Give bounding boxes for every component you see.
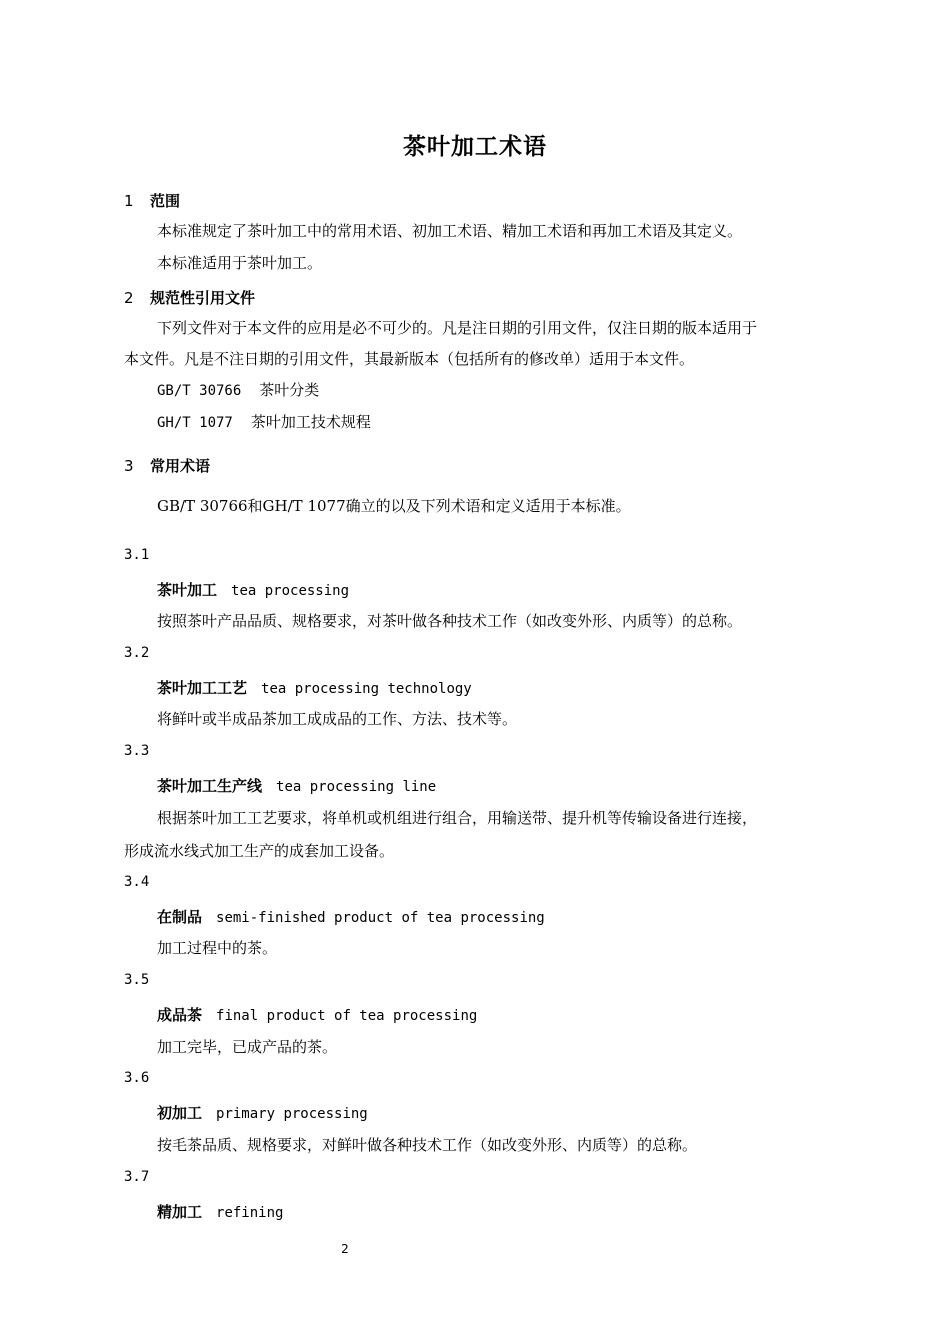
term-chinese: 成品茶	[157, 1006, 203, 1024]
term-english: tea processing line	[276, 779, 437, 795]
term-english: primary processing	[216, 1106, 368, 1122]
section-title: 规范性引用文件	[150, 289, 256, 307]
section-number: 1	[124, 192, 134, 210]
term-entry	[157, 579, 349, 600]
clause-number: 3.2	[124, 645, 150, 661]
section-3-intro: GB/T 30766和GH/T 1077确立的以及下列术语和定义适用于本标准。	[157, 497, 631, 515]
term-chinese: 茶叶加工生产线	[157, 777, 263, 795]
term-chinese: 在制品	[157, 908, 203, 926]
term-entry	[157, 1102, 368, 1123]
term-entry	[157, 677, 472, 698]
term-definition: 按毛茶品质、规格要求，对鲜叶做各种技术工作（如改变外形、内质等）的总称。	[157, 1136, 698, 1154]
reference-code: GB/T 30766	[157, 383, 242, 399]
term-definition-line-2: 形成流水线式加工生产的成套加工设备。	[124, 842, 395, 860]
section-3-heading	[124, 455, 210, 476]
clause-number: 3.1	[124, 547, 150, 563]
term-entry	[157, 1201, 283, 1222]
section-1-paragraph-1: 本标准规定了茶叶加工中的常用术语、初加工术语、精加工术语和再加工术语及其定义。	[157, 222, 743, 240]
term-english: refining	[216, 1205, 284, 1221]
reference-code: GH/T 1077	[157, 415, 233, 431]
term-english: final product of tea processing	[216, 1008, 478, 1024]
term-chinese: 茶叶加工工艺	[157, 679, 248, 697]
section-1-paragraph-2: 本标准适用于茶叶加工。	[157, 254, 323, 272]
term-definition-line-1: 根据茶叶加工工艺要求，将单机或机组进行组合，用输送带、提升机等传输设备进行连接，	[157, 809, 758, 827]
term-entry	[157, 775, 436, 796]
section-2-paragraph-line-1: 下列文件对于本文件的应用是必不可少的。凡是注日期的引用文件，仅注日期的版本适用于	[157, 319, 758, 337]
section-1-heading	[124, 190, 180, 211]
section-number: 3	[124, 457, 134, 475]
reference-name: 茶叶分类	[259, 381, 320, 399]
term-english: tea processing technology	[261, 681, 472, 697]
reference-name: 茶叶加工技术规程	[250, 413, 371, 431]
term-chinese: 茶叶加工	[157, 581, 218, 599]
clause-number: 3.4	[124, 874, 150, 890]
term-english: tea processing	[231, 583, 350, 599]
section-title: 常用术语	[150, 457, 211, 475]
term-english: semi-finished product of tea processing	[216, 910, 545, 926]
term-definition: 按照茶叶产品品质、规格要求，对茶叶做各种技术工作（如改变外形、内质等）的总称。	[157, 612, 743, 630]
clause-number: 3.7	[124, 1169, 150, 1185]
term-entry	[157, 906, 545, 927]
document-title: 茶叶加工术语	[403, 134, 547, 160]
section-2-heading	[124, 287, 255, 308]
term-definition: 加工完毕，已成产品的茶。	[157, 1038, 338, 1056]
section-2-paragraph-line-2: 本文件。凡是不注日期的引用文件，其最新版本（包括所有的修改单）适用于本文件。	[124, 350, 695, 368]
normative-reference	[157, 380, 319, 401]
normative-reference	[157, 412, 371, 433]
section-title: 范围	[150, 192, 181, 210]
section-number: 2	[124, 289, 134, 307]
term-chinese: 初加工	[157, 1104, 203, 1122]
term-definition: 将鲜叶或半成品茶加工成成品的工作、方法、技术等。	[157, 710, 518, 728]
clause-number: 3.5	[124, 972, 150, 988]
term-chinese: 精加工	[157, 1203, 203, 1221]
term-entry	[157, 1004, 477, 1025]
page-number: 2	[341, 1242, 349, 1256]
clause-number: 3.3	[124, 743, 150, 759]
term-definition: 加工过程中的茶。	[157, 939, 278, 957]
clause-number: 3.6	[124, 1070, 150, 1086]
